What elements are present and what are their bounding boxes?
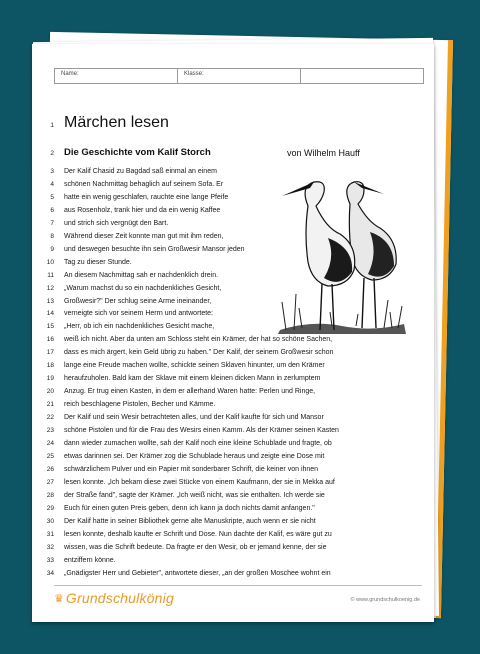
text-line: wissen, was die Schrift bedeute. Da fragte er den Wesir, ob er jemand kenne, der sie bbox=[64, 543, 327, 551]
line-number: 30 bbox=[46, 517, 54, 525]
logo-text: Grundschulkönig bbox=[65, 590, 174, 606]
brand-logo bbox=[54, 590, 174, 606]
line-number: 12 bbox=[46, 284, 54, 292]
storks-illustration bbox=[272, 162, 412, 338]
text-line: und strich sich vergnügt den Bart. bbox=[64, 219, 169, 227]
line-number: 31 bbox=[46, 530, 54, 538]
stork-front bbox=[282, 182, 355, 330]
text-line: Der Kalif hatte in seiner Bibliothek gerne alte Manuskripte, auch wenn er sie nicht bbox=[64, 517, 316, 525]
text-line: „Gnädigster Herr und Gebieter", antwortete dieser, „an der großen Moschee wohnt ein bbox=[64, 569, 331, 577]
line-number: 18 bbox=[46, 362, 54, 370]
line-number: 32 bbox=[46, 543, 54, 551]
text-line: weiß ich nicht. Aber da unten am Schloss steht ein Krämer, der hat so schöne Sachen, bbox=[64, 336, 333, 344]
line-number: 4 bbox=[50, 180, 54, 188]
line-number: 17 bbox=[46, 349, 54, 357]
line-number: 26 bbox=[46, 465, 54, 473]
line-number: 8 bbox=[50, 232, 54, 240]
text-line: verneigte sich vor seinem Herrn und antwortete: bbox=[64, 310, 214, 318]
line-number: 5 bbox=[50, 193, 54, 201]
line-number-subtitle: 2 bbox=[50, 150, 54, 157]
blank-field bbox=[301, 69, 423, 83]
story-author: von Wilhelm Hauff bbox=[287, 148, 360, 158]
line-number: 28 bbox=[46, 491, 54, 499]
text-line: lesen konnte. „Ich bekam diese zwei Stücke von einem Kaufmann, der sie in Mekka auf bbox=[64, 478, 335, 486]
text-line: Anzug. Er trug einen Kasten, in dem er allerhand Waren hatte: Perlen und Ringe, bbox=[64, 388, 316, 396]
line-number: 6 bbox=[50, 206, 54, 214]
text-line: dann wieder zumachen wollte, sah der Kalif noch eine kleine Schublade und fragte, ob bbox=[64, 439, 332, 447]
worksheet-page bbox=[32, 44, 434, 622]
name-field[interactable] bbox=[55, 69, 178, 83]
line-number: 23 bbox=[46, 427, 54, 434]
text-line: Der Kalif Chasid zu Bagdad saß einmal an einem bbox=[64, 168, 217, 175]
text-line: hatte ein wenig geschlafen, rauchte eine lange Pfeife bbox=[64, 193, 229, 201]
text-line: heraufzuholen. Bald kam der Sklave mit einem kleinen dicken Mann in zerlumptem bbox=[64, 375, 321, 383]
text-line: schöne Pistolen und für die Frau des Wesirs einen Kamm. Als der Krämer seinen Kasten bbox=[64, 427, 339, 434]
story-subtitle: Die Geschichte vom Kalif Storch bbox=[64, 147, 211, 158]
text-line: lange eine Freude machen wollte, schickte seinen Sklaven hinunter, um den Krämer bbox=[64, 362, 325, 370]
copyright-url: © www.grundschulkoenig.de bbox=[350, 597, 420, 603]
line-number-title: 1 bbox=[50, 122, 54, 129]
text-line: der Straße fand", sagte der Krämer. „Ich weiß nicht, was sie enthalten. Ich werde sie bbox=[64, 491, 325, 499]
text-line: Großwesir?" Der schlug seine Arme ineinander, bbox=[64, 297, 212, 305]
text-line: Tag zu dieser Stunde. bbox=[64, 258, 132, 266]
text-line: entziffern könne. bbox=[64, 556, 116, 564]
page-title: Märchen lesen bbox=[64, 114, 169, 131]
line-number: 10 bbox=[46, 258, 54, 266]
line-number: 15 bbox=[46, 323, 54, 331]
text-line: reich beschlagene Pistolen, Becher und Kämme. bbox=[64, 401, 216, 409]
class-label: Klasse: bbox=[184, 71, 204, 77]
crown-icon: ♛ bbox=[54, 592, 64, 605]
grass-strokes bbox=[282, 294, 402, 330]
line-number: 14 bbox=[46, 310, 54, 318]
name-class-header bbox=[54, 68, 424, 84]
line-number: 29 bbox=[46, 504, 54, 512]
text-line: „Warum machst du so ein nachdenkliches Gesicht, bbox=[64, 284, 222, 292]
ground-shape bbox=[278, 324, 406, 334]
line-number: 20 bbox=[46, 388, 54, 396]
line-number: 16 bbox=[46, 336, 54, 344]
line-number: 21 bbox=[46, 401, 54, 409]
text-line: Der Kalif und sein Wesir betrachteten alles, und der Kalif kaufte für sich und Mansor bbox=[64, 414, 324, 421]
text-line: schönen Nachmittag behaglich auf seinem Sofa. Er bbox=[64, 180, 224, 188]
line-number: 9 bbox=[50, 245, 54, 253]
line-number: 27 bbox=[46, 478, 54, 486]
class-field[interactable] bbox=[178, 69, 301, 83]
text-line: dass es mich ärgert, kein Geld übrig zu haben." Der Kalif, der seinem Großwesir schon bbox=[64, 349, 334, 357]
line-number: 34 bbox=[46, 569, 54, 577]
text-line: An diesem Nachmittag sah er nachdenklich drein. bbox=[64, 271, 219, 279]
line-number: 11 bbox=[47, 271, 54, 279]
text-line: aus Rosenholz, trank hier und da ein wenig Kaffee bbox=[64, 206, 221, 214]
line-number: 33 bbox=[46, 556, 54, 564]
text-line: „Herr, ob ich ein nachdenkliches Gesicht mache, bbox=[64, 323, 215, 331]
text-line: Euch für einen guten Preis geben, denn ich kann ja doch nichts damit anfangen." bbox=[64, 504, 315, 512]
text-line: und deswegen besuchte ihn sein Großwesir Mansor jeden bbox=[64, 245, 245, 253]
text-line: etwas darinnen sei. Der Krämer zog die Schublade heraus und zeigte eine Dose mit bbox=[64, 452, 325, 460]
line-number: 24 bbox=[46, 439, 54, 447]
line-number: 25 bbox=[46, 452, 54, 460]
line-number: 22 bbox=[46, 414, 54, 421]
text-line: lesen konnte, deshalb kaufte er Schrift und Dose. Nun dachte der Kalif, es wäre gut zu bbox=[64, 530, 332, 538]
line-number: 3 bbox=[50, 168, 54, 175]
name-label: Name: bbox=[61, 71, 79, 77]
text-line: schwärzlichem Pulver und ein Papier mit sonderbarer Schrift, die keiner von ihnen bbox=[64, 465, 319, 473]
line-number: 13 bbox=[46, 297, 54, 305]
line-number: 7 bbox=[50, 219, 54, 227]
footer-divider bbox=[54, 585, 422, 586]
line-number: 19 bbox=[46, 375, 54, 383]
text-line: Während dieser Zeit konnte man gut mit ihm reden, bbox=[64, 232, 224, 240]
